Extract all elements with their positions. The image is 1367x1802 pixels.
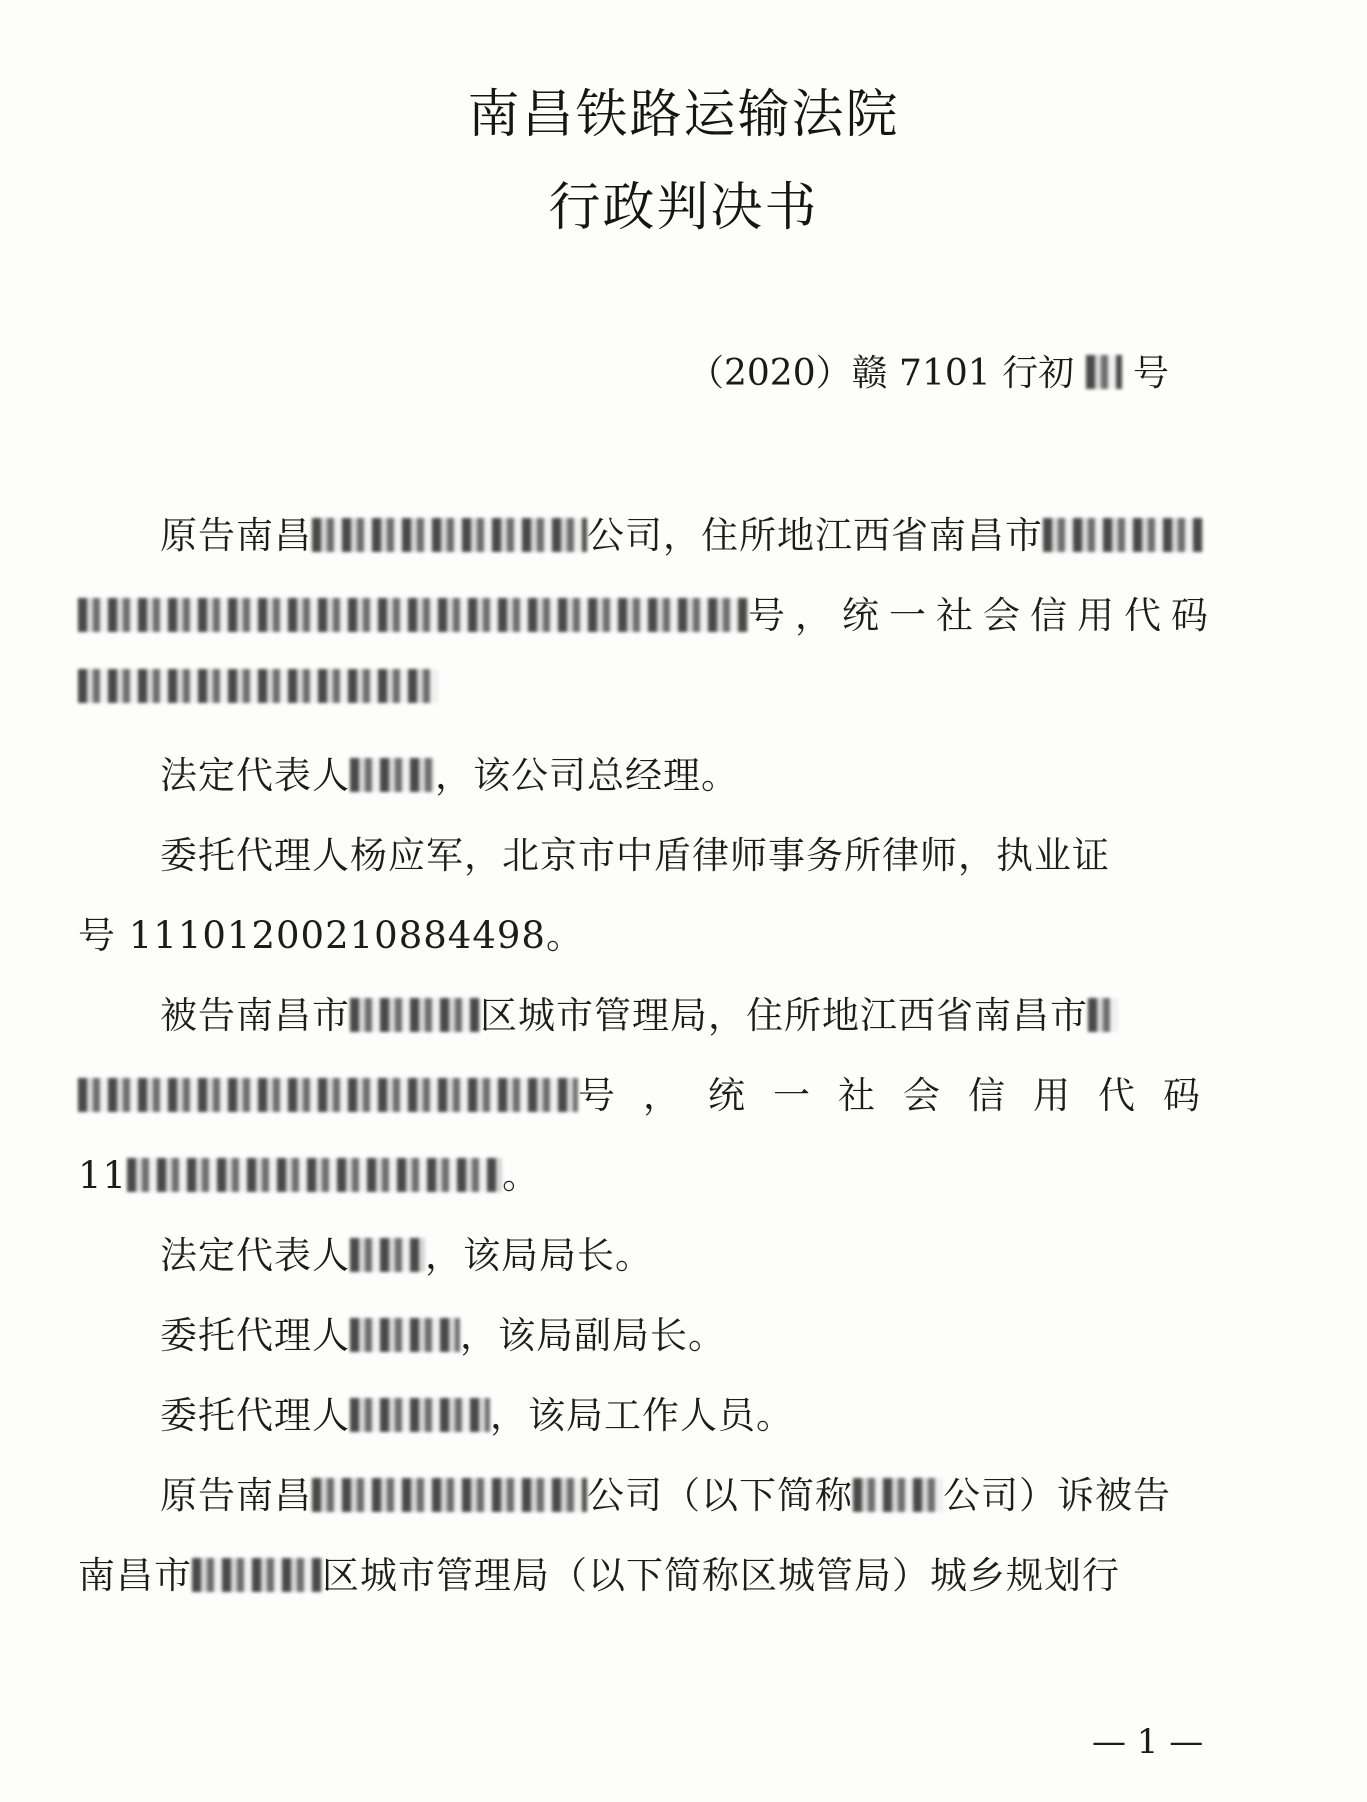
redacted-block (853, 1478, 943, 1512)
plaintiff-line-1 (160, 505, 1203, 559)
redacted-block (127, 1158, 502, 1192)
plaintiff-agent-line-2: 号 11101200210884498。 (78, 914, 584, 957)
text: 委托代理人 (160, 1314, 350, 1357)
text: ，该公司总经理。 (435, 754, 739, 797)
document-type: 行政判决书 (548, 178, 819, 238)
defendant-agent-1 (160, 1305, 726, 1359)
case-number (688, 345, 1169, 396)
defendant-line-1 (160, 985, 1118, 1039)
redacted-block (78, 669, 438, 703)
text: 公司（以下简称 (587, 1474, 853, 1517)
text: 南昌市 (78, 1554, 192, 1597)
redacted-block (350, 1238, 425, 1272)
plaintiff-legal-rep (160, 745, 739, 799)
text: 公司）诉被告 (943, 1474, 1171, 1517)
redacted-block (350, 758, 435, 792)
text: 区城市管理局（以下简称区城管局）城乡规划行 (322, 1554, 1120, 1597)
text: 法定代表人 (160, 754, 350, 797)
text: 委托代理人 (160, 1394, 350, 1437)
summary-line-2 (78, 1545, 1120, 1599)
text: ，该局副局长。 (460, 1314, 726, 1357)
defendant-line-2 (78, 1065, 1228, 1119)
page-number: — 1 — (1092, 1722, 1204, 1762)
redacted-block (78, 598, 748, 632)
court-name: 南昌铁路运输法院 (467, 85, 900, 145)
defendant-agent-2 (160, 1385, 794, 1439)
text: 号，统一社会信用代码 (578, 1074, 1228, 1117)
text: 原告南昌 (160, 1474, 312, 1517)
redacted-block (350, 998, 480, 1032)
text: 号，统一社会信用代码 (748, 594, 1218, 637)
redacted-block (350, 1398, 490, 1432)
defendant-line-3 (78, 1145, 540, 1199)
redacted-block (350, 1318, 460, 1352)
text: 11 (78, 1154, 128, 1197)
text: 法定代表人 (160, 1234, 350, 1277)
plaintiff-line-2 (78, 585, 1218, 639)
text: 原告南昌 (160, 514, 312, 557)
redacted-block (192, 1558, 322, 1592)
summary-line-1 (160, 1465, 1171, 1519)
text: 被告南昌市 (160, 994, 350, 1037)
defendant-legal-rep (160, 1225, 653, 1279)
case-number-suffix: 号 (1133, 353, 1170, 394)
text: 区城市管理局，住所地江西省南昌市 (480, 994, 1088, 1037)
plaintiff-line-3 (78, 665, 438, 708)
redacted-block (1086, 355, 1122, 389)
redacted-block (312, 518, 587, 552)
redacted-block (1088, 998, 1118, 1032)
text: 公司，住所地江西省南昌市 (587, 514, 1043, 557)
case-number-prefix: （2020）赣 7101 行初 (688, 353, 1075, 394)
plaintiff-agent-line-1: 委托代理人杨应军，北京市中盾律师事务所律师，执业证 (160, 834, 1110, 877)
text: ，该局局长。 (425, 1234, 653, 1277)
redacted-block (78, 1078, 578, 1112)
text: ，该局工作人员。 (490, 1394, 794, 1437)
redacted-block (1043, 518, 1203, 552)
text: 。 (502, 1154, 541, 1197)
redacted-block (312, 1478, 587, 1512)
